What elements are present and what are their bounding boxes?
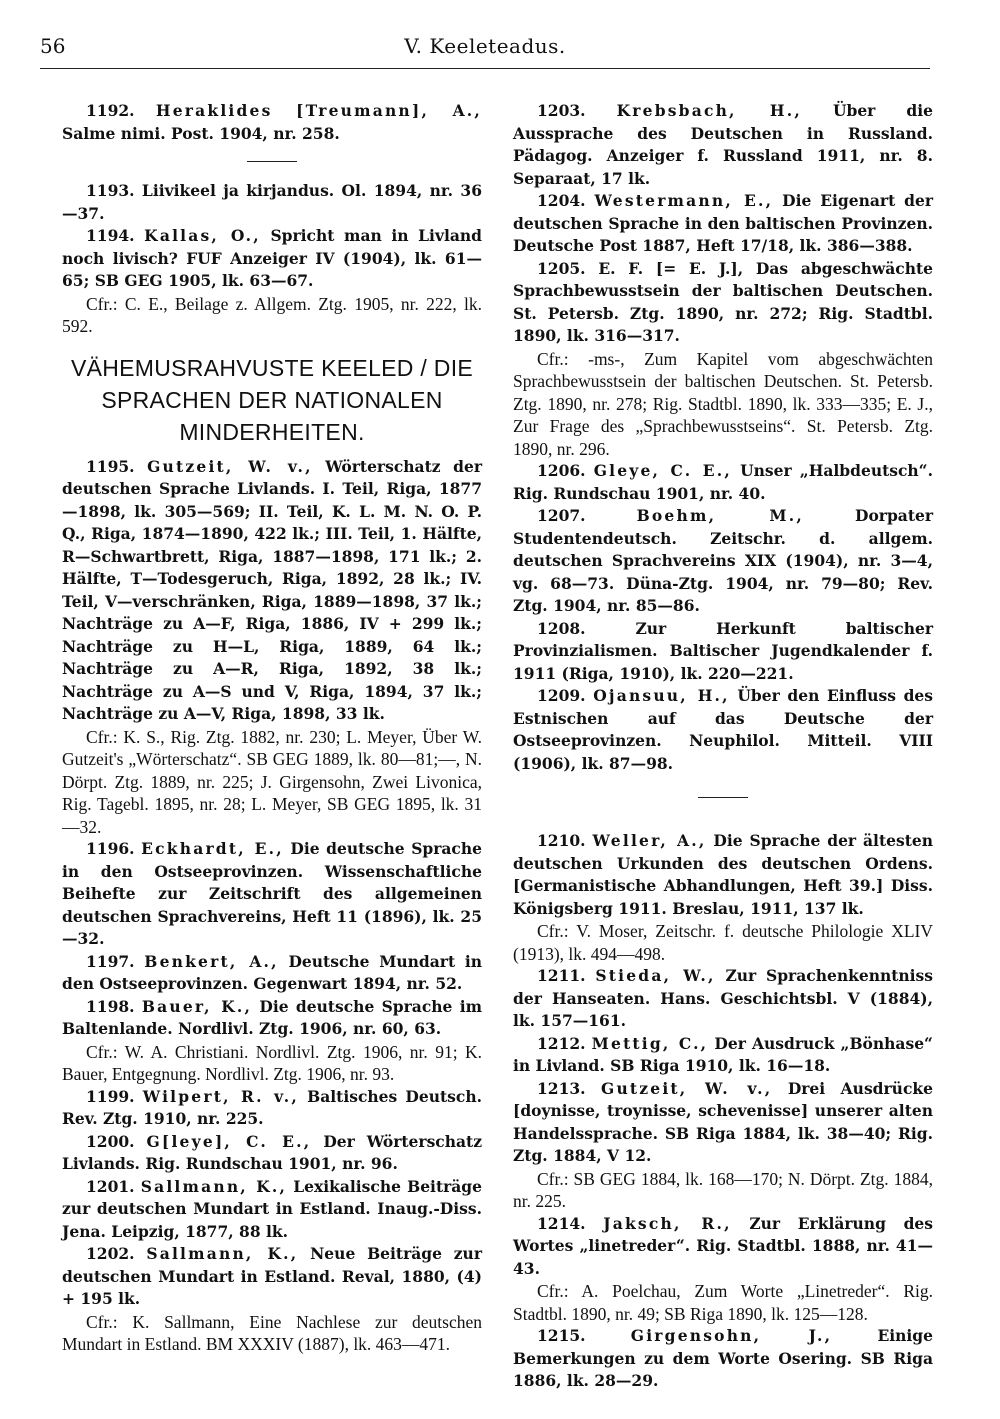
left-mid-group bbox=[62, 180, 482, 338]
entry-number: 1196. bbox=[86, 839, 135, 858]
entry-title: Lexikalische Beiträge zur deutschen Mundart in Estland. Inaug.-Diss. Jena. Leipzig, 1877, 88 lk. bbox=[62, 1176, 483, 1241]
entry-number: 1199. bbox=[86, 1086, 135, 1106]
entry-title: Über den Einfluss des Estnischen auf das Deutsche der Ostseeprovinzen. Neuphilol. Mitteil. VIII (1906), lk. 87—98. bbox=[513, 686, 933, 773]
entry-title: Dorpater Studentendeutsch. Zeitschr. d. allgem. deutschen Sprachvereins XIX (1904), nr. 3—4, vg. 68—73. Düna-Ztg. 1904, nr. 79—80; Rev. Ztg. 1904, nr. 85—86. bbox=[513, 506, 934, 615]
entry-number: 1208. bbox=[537, 618, 586, 638]
entry-title: Spricht man in Livland noch livisch? FUF Anzeiger IV (1904), lk. 61—65; SB GEG 1905, lk. 63—67. bbox=[62, 226, 482, 290]
bib-entry bbox=[513, 1213, 933, 1281]
bib-entry bbox=[513, 100, 933, 190]
bib-entry bbox=[62, 1176, 482, 1244]
entry-title: Die Sprache der ältesten deutschen Urkunden des deutschen Ordens. [Germanistische Abhandlungen, Heft 39.] Diss. Königsberg 1911. Breslau, 1911, 137 lk. bbox=[513, 831, 933, 918]
bib-entry bbox=[513, 1325, 933, 1393]
entry-author: Bauer, K., bbox=[141, 996, 253, 1016]
bib-entry bbox=[62, 838, 482, 951]
separator-rule bbox=[698, 797, 748, 798]
page-header bbox=[40, 34, 930, 74]
entry-number: 1197. bbox=[86, 951, 135, 971]
entry-author: Heraklides [Treumann], A., bbox=[155, 101, 482, 120]
page-number: 56 bbox=[40, 34, 66, 58]
entry-author: Boehm, M., bbox=[636, 506, 804, 525]
entry-author: G[leye], C. E., bbox=[146, 1131, 312, 1151]
entry-author: Gutzeit, W. v., bbox=[147, 456, 313, 476]
entry-cfr-note: Cfr.: A. Poelchau, Zum Worte „Linetreder“. Rig. Stadtbl. 1890, nr. 49; SB Riga 1890, lk. 125—128. bbox=[513, 1281, 933, 1324]
entry-number: 1193. bbox=[86, 181, 135, 200]
right-entries-group bbox=[513, 100, 933, 775]
entry-number: 1214. bbox=[537, 1213, 586, 1233]
entry-cfr-note: Cfr.: W. A. Christiani. Nordlivl. Ztg. 1906, nr. 91; K. Bauer, Entgegnung. Nordlivl. Ztg. 1906, nr. 93. bbox=[62, 1041, 482, 1084]
entry-number: 1200. bbox=[86, 1131, 135, 1151]
entry-title: Zur Herkunft baltischer Provinzialismen. Baltischer Jugendkalender f. 1911 (Riga, 1910), lk. 220—221. bbox=[513, 618, 933, 683]
entry-author: Jaksch, R., bbox=[603, 1213, 732, 1233]
entry-author: Weller, A., bbox=[592, 831, 707, 850]
entry-title: Unser „Halbdeutsch“. Rig. Rundschau 1901, nr. 40. bbox=[513, 461, 933, 503]
bib-entry bbox=[513, 460, 933, 505]
entry-title: Salme nimi. Post. 1904, nr. 258. bbox=[62, 123, 340, 143]
entry-title: Der Wörterschatz Livlands. Rig. Rundschau 1901, nr. 96. bbox=[62, 1131, 483, 1173]
entry-number: 1207. bbox=[537, 506, 586, 525]
entry-title: Deutsche Mundart in den Ostseeprovinzen. Gegenwart 1894, nr. 52. bbox=[62, 951, 482, 993]
entry-number: 1203. bbox=[537, 101, 586, 120]
bib-entry bbox=[513, 965, 933, 1033]
bib-entry bbox=[513, 618, 933, 686]
entry-number: 1195. bbox=[86, 456, 135, 476]
bib-entry bbox=[62, 996, 482, 1041]
bib-entry bbox=[62, 456, 482, 726]
entry-author: Sallmann, K., bbox=[146, 1244, 299, 1263]
bib-entry bbox=[513, 505, 933, 618]
entry-title: E. F. [= E. J.], Das abgeschwächte Sprachbewusstsein der baltischen Deutschen. St. Petersb. Ztg. 1890, nr. 272; Rig. Stadtbl. 1890, lk. 316—317. bbox=[513, 258, 933, 345]
bib-entry bbox=[62, 951, 482, 996]
entry-number: 1205. bbox=[537, 258, 586, 278]
entry-number: 1194. bbox=[86, 226, 135, 245]
entry-title: Über die Aussprache des Deutschen in Russland. Pädagog. Anzeiger f. Russland 1911, nr. 8. Separaat, 17 lk. bbox=[513, 101, 933, 188]
entry-number: 1202. bbox=[86, 1244, 135, 1263]
bib-entry bbox=[62, 1086, 482, 1131]
entry-author: Gleye, C. E., bbox=[593, 461, 732, 480]
bib-entry bbox=[62, 225, 482, 293]
bib-entry bbox=[513, 258, 933, 348]
entry-title: Baltisches Deutsch. Rev. Ztg. 1910, nr. 225. bbox=[62, 1086, 482, 1128]
entry-author: Krebsbach, H., bbox=[616, 101, 802, 120]
entry-cfr-note: Cfr.: V. Moser, Zeitschr. f. deutsche Philologie XLIV (1913), lk. 494—498. bbox=[513, 921, 933, 964]
entry-number: 1201. bbox=[86, 1176, 135, 1196]
entry-number: 1213. bbox=[537, 1078, 586, 1098]
entry-author: Eckhardt, E., bbox=[141, 839, 284, 858]
entry-title: Zur Sprachenkenntniss der Hanseaten. Hans. Geschichtsbl. V (1884), lk. 157—161. bbox=[513, 966, 934, 1030]
bib-entry bbox=[513, 1033, 933, 1078]
entry-title: Einige Bemerkungen zu dem Worte Osering. SB Riga 1886, lk. 28—29. bbox=[513, 1326, 933, 1390]
section-title: VÄHEMUSRAHVUSTE KEELED / DIE SPRACHEN DER NATIONALEN MINDERHEITEN. bbox=[70, 354, 474, 445]
entry-number: 1209. bbox=[537, 686, 586, 705]
left-column bbox=[62, 100, 482, 1356]
header-rule bbox=[40, 68, 930, 69]
entry-number: 1211. bbox=[537, 966, 586, 985]
entry-title: Die deutsche Sprache im Baltenlande. Nordlivl. Ztg. 1906, nr. 60, 63. bbox=[62, 996, 482, 1038]
left-top-group bbox=[62, 100, 482, 145]
entry-author: Ojansuu, H., bbox=[593, 686, 730, 705]
entry-cfr-note: Cfr.: -ms-, Zum Kapitel vom abgeschwächten Sprachbewusstsein der baltischen Deutschen. St. Petersb. Ztg. 1890, nr. 278; Rig. Stadtbl. 1890, lk. 333—335; E. J., Zur Frage des „Sprachbewusstseins“. St. Petersb. Ztg. 1890, nr. 296. bbox=[513, 348, 933, 459]
entry-title: Der Ausdruck „Bönhase“ in Livland. SB Riga 1910, lk. 16—18. bbox=[513, 1033, 933, 1075]
entry-number: 1198. bbox=[86, 996, 135, 1016]
entry-title: Zur Erklärung des Wortes „linetreder“. Rig. Stadtbl. 1888, nr. 41—43. bbox=[513, 1213, 933, 1278]
bib-entry bbox=[513, 190, 933, 258]
separator-rule bbox=[247, 161, 297, 162]
entry-title: Liivikeel ja kirjandus. Ol. 1894, nr. 36—37. bbox=[62, 181, 482, 223]
entry-author: Sallmann, K., bbox=[140, 1176, 288, 1196]
entry-number: 1215. bbox=[537, 1326, 586, 1345]
running-head: V. Keeleteadus. bbox=[404, 34, 566, 58]
entry-title: Drei Ausdrücke [doynisse, troynisse, schevenisse] unserer alten Handelssprache. SB Riga 1884, lk. 38—40; Rig. Ztg. 1884, V 12. bbox=[513, 1078, 933, 1165]
entry-number: 1212. bbox=[537, 1033, 586, 1053]
entry-title: Neue Beiträge zur deutschen Mundart in Estland. Reval, 1880, (4) + 195 lk. bbox=[62, 1244, 482, 1308]
bib-entry bbox=[62, 1243, 482, 1311]
right-column bbox=[513, 100, 933, 1393]
bib-entry bbox=[513, 830, 933, 920]
entry-author: Westermann, E., bbox=[594, 191, 774, 210]
entry-author: Wilpert, R. v., bbox=[142, 1086, 299, 1106]
entry-cfr-note: Cfr.: C. E., Beilage z. Allgem. Ztg. 1905, nr. 222, lk. 592. bbox=[62, 293, 482, 336]
entry-cfr-note: Cfr.: K. S., Rig. Ztg. 1882, nr. 230; L. Meyer, Über W. Gutzeit's „Wörterschatz“. SB GEG 1889, lk. 80—81;—, N. Dörpt. Ztg. 1889, nr. 225; J. Girgensohn, Zwei Livonica, Rig. Tagebl. 1895, nr. 28; L. Meyer, SB GEG 1895, lk. 31—32. bbox=[62, 726, 482, 837]
entry-number: 1210. bbox=[537, 831, 586, 850]
entry-cfr-note: Cfr.: K. Sallmann, Eine Nachlese zur deutschen Mundart in Estland. BM XXXIV (1887), lk. 463—471. bbox=[62, 1311, 482, 1354]
entry-number: 1192. bbox=[86, 101, 135, 120]
bib-entry bbox=[62, 100, 482, 145]
bib-entry bbox=[513, 1078, 933, 1168]
entry-title: Die Eigenart der deutschen Sprache in den baltischen Provinzen. Deutsche Post 1887, Heft 17/18, lk. 386—388. bbox=[513, 191, 933, 255]
bib-entry bbox=[513, 685, 933, 775]
left-entries-group bbox=[62, 456, 482, 1356]
entry-author: Girgensohn, J., bbox=[630, 1326, 833, 1345]
entry-cfr-note: Cfr.: SB GEG 1884, lk. 168—170; N. Dörpt. Ztg. 1884, nr. 225. bbox=[513, 1168, 933, 1211]
entry-number: 1204. bbox=[537, 191, 586, 210]
right-entries-group-2 bbox=[513, 830, 933, 1393]
entry-author: Gutzeit, W. v., bbox=[601, 1078, 773, 1098]
entry-title: Die deutsche Sprache in den Ostseeprovinzen. Wissenschaftliche Beihefte zur Zeitschrift des allgemeinen deutschen Sprachvereins, Heft 11 (1896), lk. 25—32. bbox=[62, 839, 483, 948]
entry-number: 1206. bbox=[537, 461, 586, 480]
bib-entry bbox=[62, 1131, 482, 1176]
bib-entry bbox=[62, 180, 482, 225]
entry-title: Wörterschatz der deutschen Sprache Livlands. I. Teil, Riga, 1877—1898, lk. 305—569; II. Teil, K. L. M. N. O. P. Q., Riga, 1874—1890, 422 lk.; III. Teil, 1. Hälfte, R—Schwartbrett, Riga, 1887—1898, 171 lk.; 2. Hälfte, T—Todesgeruch, Riga, 1892, 28 lk.; IV. Teil, V—verschränken, Riga, 1889—1898, 37 lk.; Nachträge zu A—F, Riga, 1886, IV + 299 lk.; Nachträge zu H—L, Riga, 1889, 64 lk.; Nachträge zu A—R, Riga, 1892, 38 lk.; Nachträge zu A—S und V, Riga, 1894, 37 lk.; Nachträge zu A—V, Riga, 1898, 33 lk. bbox=[62, 456, 482, 723]
entry-author: Stieda, W., bbox=[595, 966, 716, 985]
entry-author: Kallas, O., bbox=[144, 226, 261, 245]
entry-author: Benkert, A., bbox=[144, 951, 279, 971]
entry-author: Mettig, C., bbox=[591, 1033, 709, 1053]
